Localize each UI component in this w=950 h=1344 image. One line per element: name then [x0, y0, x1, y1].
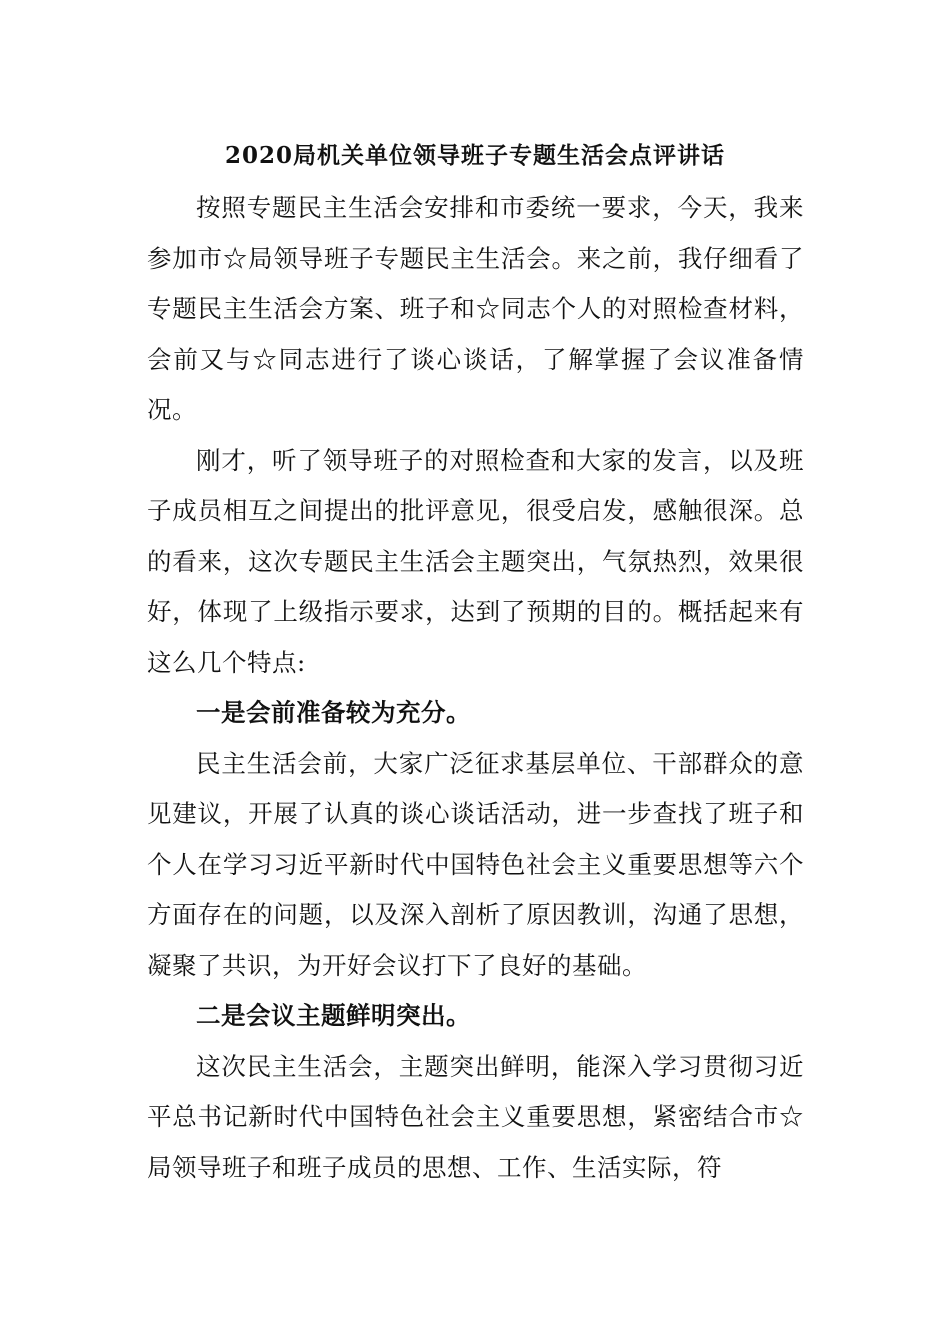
paragraph-overview: 刚才，听了领导班子的对照检查和大家的发言，以及班子成员相互之间提出的批评意见，很受启发，感触很深。总的看来，这次专题民主生活会主题突出，气氛热烈，效果很好，体现了上级指示要求，达到了预期的目的。概括起来有这么几个特点:	[147, 445, 804, 677]
paragraph-theme: 这次民主生活会，主题突出鲜明，能深入学习贯彻习近平总书记新时代中国特色社会主义重要思想，紧密结合市☆局领导班子和班子成员的思想、工作、生活实际，符	[147, 1051, 804, 1182]
document-title: 2020局机关单位领导班子专题生活会点评讲话	[224, 142, 725, 169]
section-heading-2: 二是会议主题鲜明突出。	[196, 1001, 471, 1030]
paragraph-intro: 按照专题民主生活会安排和市委统一要求，今天，我来参加市☆局领导班子专题民主生活会。来之前，我仔细看了专题民主生活会方案、班子和☆同志个人的对照检查材料，会前又与☆同志进行了谈心谈话，了解掌握了会议准备情况。	[147, 193, 804, 424]
document-body	[147, 183, 804, 1193]
paragraph-preparation: 民主生活会前，大家广泛征求基层单位、干部群众的意见建议，开展了认真的谈心谈话活动，进一步查找了班子和个人在学习习近平新时代中国特色社会主义重要思想等六个方面存在的问题，以及深入剖析了原因教训，沟通了思想，凝聚了共识，为开好会议打下了良好的基础。	[147, 748, 804, 980]
section-heading-1: 一是会前准备较为充分。	[196, 698, 471, 727]
